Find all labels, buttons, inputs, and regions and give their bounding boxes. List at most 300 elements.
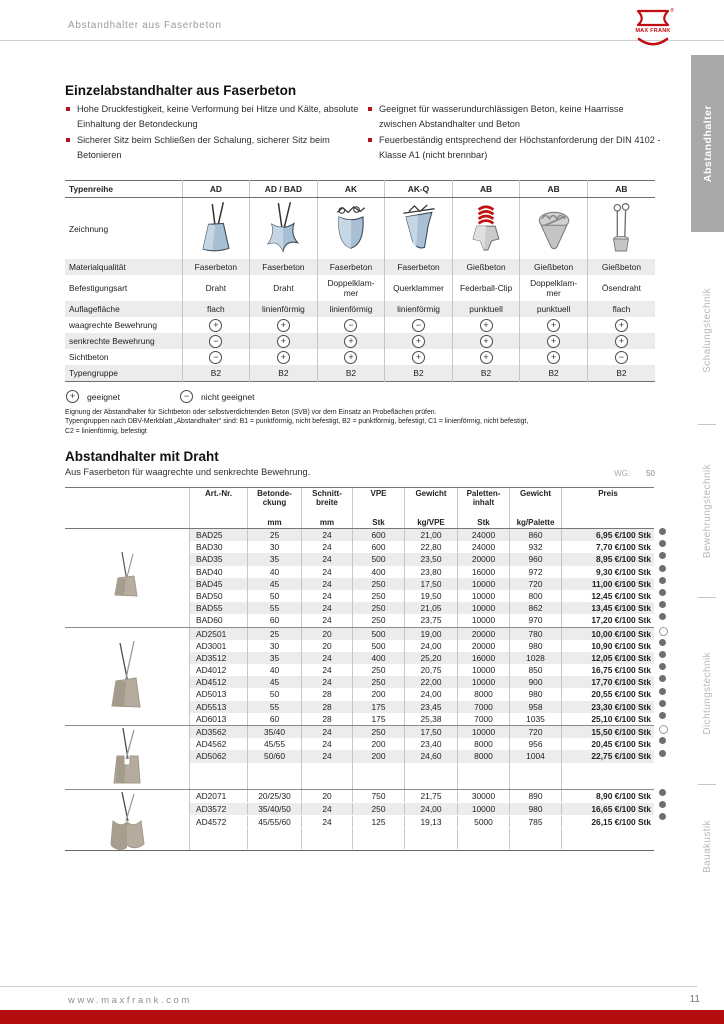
value-cell: [452, 349, 520, 365]
ad-spacer-drawing: [193, 248, 239, 258]
price-table-section: [65, 627, 654, 726]
header-unit: [217, 519, 219, 528]
row-label-cell: Sichtbeton: [65, 349, 182, 365]
table-cell: 1035: [510, 713, 562, 725]
table-cell: 35: [248, 652, 302, 664]
table-cell: 956: [510, 738, 562, 750]
spacer-cell: [510, 829, 562, 849]
bullet-text: Feuerbeständig entsprechend der Höchstanforderung der DIN 4102 - Klasse A1 (nicht brennbar): [379, 135, 661, 160]
table-cell: 1028: [510, 652, 562, 664]
type-header-cell: AB: [587, 181, 655, 198]
sidebar-divider: [698, 424, 716, 425]
bullet-square-icon: [66, 107, 70, 111]
availability-dot: [659, 688, 666, 695]
bullet-text: Geeignet für wasserundurchlässigen Beton, keine Haarrisse zwischen Abstandhalter und Beton: [379, 104, 624, 129]
value-cell: Ösendraht: [601, 283, 641, 293]
plus-circle-icon: +: [480, 351, 493, 364]
value-cell: linienförmig: [385, 301, 453, 317]
table-cell: 10000: [458, 664, 510, 676]
table-cell: 24: [302, 602, 353, 614]
bullet-list-right: [368, 102, 663, 164]
spacer-cell: [405, 829, 458, 849]
value-cell: Doppelklam- mer: [520, 275, 588, 301]
table-cell: 30: [248, 640, 302, 652]
table-cell: BAD30: [190, 541, 248, 553]
table-cell: 960: [510, 553, 562, 565]
table-cell: 10000: [458, 602, 510, 614]
spacer-cell: [458, 829, 510, 849]
table-cell: 20000: [458, 628, 510, 640]
table-cell: 24: [302, 803, 353, 815]
header-unit: mm: [267, 517, 282, 527]
table-cell: 23,50: [405, 553, 458, 565]
value-cell: Gießbeton: [452, 259, 520, 275]
header-name: Gewicht: [415, 489, 447, 498]
attribute-row: [65, 365, 655, 382]
drawing-cell: [317, 198, 385, 260]
table-cell: 26,15 €/100 Stk: [591, 816, 651, 827]
table-cell: 780: [510, 628, 562, 640]
availability-dot: [659, 700, 666, 707]
table-cell: 24: [302, 652, 353, 664]
availability-dot: [659, 577, 666, 584]
table-cell: 24,00: [405, 688, 458, 700]
table-cell: 24,00: [405, 640, 458, 652]
column-header-cell: [562, 488, 654, 528]
table-cell: 12,05 €/100 Stk: [562, 652, 654, 664]
registered-mark: ®: [670, 8, 674, 14]
table-cell: 24: [302, 738, 353, 750]
table-cell: 10000: [458, 590, 510, 602]
table-cell: 17,50: [405, 578, 458, 590]
type-header-cell: AD / BAD: [250, 181, 318, 198]
table-cell: 8000: [458, 750, 510, 762]
table-cell: 10,00 €/100 Stk: [562, 628, 654, 640]
column-header-cell: [190, 488, 248, 528]
availability-dot: [659, 589, 666, 596]
value-cell: [250, 349, 318, 365]
table-cell: 7000: [458, 701, 510, 713]
table-cell: 6,95 €/100 Stk: [562, 529, 654, 541]
plus-circle-icon: +: [547, 351, 560, 364]
table-cell: 20000: [458, 553, 510, 565]
table-cell: 60: [248, 713, 302, 725]
drawing-row: [65, 198, 655, 260]
sidebar-item-label: Bauakustik: [702, 819, 713, 873]
legend-label: geeignet: [87, 391, 120, 402]
footer-url[interactable]: www.maxfrank.com: [68, 995, 192, 1006]
table-cell: 850: [510, 664, 562, 676]
table-cell: 250: [353, 614, 405, 626]
table-cell: 25: [248, 628, 302, 640]
table-cell: BAD25: [190, 529, 248, 541]
table-cell: 24,00: [405, 803, 458, 815]
value-cell: [587, 349, 655, 365]
ak-spacer-drawing: [328, 248, 374, 258]
spacer-cell: [190, 763, 248, 789]
bullet-item: [66, 133, 361, 163]
table-cell: 890: [510, 790, 562, 802]
spacer-cell: [353, 763, 405, 789]
table-cell: 22,75 €/100 Stk: [562, 750, 654, 762]
plus-circle-icon: +: [344, 351, 357, 364]
value-cell: Querklammer: [385, 275, 453, 301]
value-cell: Draht: [182, 275, 250, 301]
header-name: Art.-Nr.: [204, 489, 233, 498]
header-unit: Stk: [477, 517, 490, 527]
minus-circle-icon: −: [180, 390, 193, 403]
table-cell: 25,10 €/100 Stk: [591, 713, 651, 724]
table-cell: 958: [510, 701, 562, 713]
bullet-square-icon: [368, 138, 372, 142]
plus-circle-icon: +: [547, 319, 560, 332]
table-cell: 8000: [458, 688, 510, 700]
plus-circle-icon: +: [277, 335, 290, 348]
table-cell: AD4572: [190, 816, 248, 828]
wg-label: WG:: [614, 469, 631, 478]
table-cell: 932: [510, 541, 562, 553]
table-cell: 200: [353, 738, 405, 750]
value-cell: [520, 317, 588, 333]
availability-dot: [659, 712, 666, 719]
bullet-square-icon: [66, 138, 70, 142]
availability-dot: [659, 651, 666, 658]
value-cell: B2: [520, 365, 588, 382]
table-cell: AD5013: [190, 688, 248, 700]
table-cell: 980: [510, 688, 562, 700]
table-cell: 10,90 €/100 Stk: [591, 640, 651, 651]
table-cell: 60: [248, 614, 302, 626]
value-cell: [520, 349, 588, 365]
drawing-cell: [452, 198, 520, 260]
value-cell: [317, 317, 385, 333]
sidebar-item-label: Schalungstechnik: [702, 287, 713, 373]
table-cell: AD2071: [190, 790, 248, 802]
table-cell: 24: [302, 566, 353, 578]
column-header-cell: [248, 488, 302, 528]
column-header-cell: [510, 488, 562, 528]
legend-item-not-suitable: [180, 390, 255, 403]
table-cell: 24: [302, 553, 353, 565]
table-cell: 250: [353, 676, 405, 688]
availability-dot: [659, 639, 666, 646]
table-cell: 10000: [458, 676, 510, 688]
max-frank-logo: [634, 8, 672, 48]
table-cell: 200: [353, 688, 405, 700]
row-label-cell: Zeichnung: [65, 198, 182, 260]
table-cell: BAD50: [190, 590, 248, 602]
value-cell: linienförmig: [250, 301, 318, 317]
table-cell: 720: [510, 578, 562, 590]
type-header-cell: AB: [520, 181, 588, 198]
section1-title: Einzelabstandhalter aus Faserbeton: [65, 83, 297, 98]
row-label-cell: Typengruppe: [65, 365, 182, 382]
table-cell: 16000: [458, 566, 510, 578]
ad-double-spacer-photo: [65, 726, 190, 789]
table-cell: 862: [510, 602, 562, 614]
wg-value: 50: [646, 469, 655, 478]
header-rule: [0, 40, 724, 41]
table-cell: 9,30 €/100 Stk: [596, 566, 651, 577]
attribute-row: [65, 317, 655, 333]
table-cell: 750: [353, 790, 405, 802]
plus-circle-icon: +: [209, 319, 222, 332]
table-cell: 200: [353, 750, 405, 762]
plus-circle-icon: +: [277, 319, 290, 332]
corner-header-cell: Typenreihe: [65, 181, 182, 198]
table-cell: 30000: [458, 790, 510, 802]
row-label-cell: senkrechte Bewehrung: [65, 333, 182, 349]
table-header-row: [65, 181, 655, 198]
sidebar-tab-abstandhalter[interactable]: [691, 55, 724, 232]
sidebar-item-dichtungstechnik[interactable]: [691, 612, 724, 774]
table-cell: 23,75: [405, 614, 458, 626]
table-cell: 8000: [458, 738, 510, 750]
row-label-cell: waagrechte Bewehrung: [65, 317, 182, 333]
row-label-cell: Materialqualität: [65, 259, 182, 275]
drawing-cell: [520, 198, 588, 260]
bad-spacer-photo: [65, 529, 190, 627]
price-table-section: [65, 725, 654, 789]
value-cell: Doppelklam- mer: [317, 275, 385, 301]
value-cell: flach: [587, 301, 655, 317]
value-cell: [385, 333, 453, 349]
value-cell: Faserbeton: [250, 259, 318, 275]
table-cell: 20,75: [405, 664, 458, 676]
table-cell: 30: [248, 541, 302, 553]
table-cell: 900: [510, 676, 562, 688]
plus-circle-icon: +: [547, 335, 560, 348]
price-table: [65, 487, 685, 851]
value-cell: [587, 333, 655, 349]
table-cell: 45/55/60: [248, 816, 302, 828]
plus-circle-icon: +: [277, 351, 290, 364]
type-comparison-table: [65, 180, 655, 382]
table-cell: 10000: [458, 803, 510, 815]
table-cell: AD4562: [190, 738, 248, 750]
attribute-row: [65, 301, 655, 317]
column-header-cell: [405, 488, 458, 528]
bullet-list-left: [66, 102, 361, 164]
value-cell: [520, 333, 588, 349]
table-cell: 7000: [458, 713, 510, 725]
table-cell: 175: [353, 713, 405, 725]
table-cell: 11,00 €/100 Stk: [562, 578, 654, 590]
table-cell: 720: [510, 726, 562, 738]
sidebar-divider: [698, 784, 716, 785]
spacer-cell: [562, 829, 654, 849]
drawing-cell: [385, 198, 453, 260]
table-cell: AD3562: [190, 726, 248, 738]
table-cell: 25: [248, 529, 302, 541]
header-unit: [607, 519, 609, 528]
sidebar-item-bauakustik[interactable]: [691, 790, 724, 902]
table-cell: 45: [248, 676, 302, 688]
table-cell: 7,70 €/100 Stk: [596, 542, 651, 553]
minus-circle-icon: −: [209, 335, 222, 348]
table-cell: 20,55 €/100 Stk: [591, 689, 651, 700]
table-cell: 20,45 €/100 Stk: [591, 739, 651, 750]
table-cell: 24: [302, 664, 353, 676]
value-cell: B2: [385, 365, 453, 382]
table-cell: 980: [510, 803, 562, 815]
table-cell: 28: [302, 713, 353, 725]
spacer-cell: [248, 763, 302, 789]
table-cell: 980: [510, 640, 562, 652]
value-cell: B2: [452, 365, 520, 382]
table-cell: 23,40: [405, 738, 458, 750]
table-cell: 250: [353, 590, 405, 602]
table-cell: BAD55: [190, 602, 248, 614]
minus-circle-icon: −: [412, 319, 425, 332]
legend-label: nicht geeignet: [200, 391, 255, 402]
table-cell: 40: [248, 566, 302, 578]
bullet-text: Sicherer Sitz beim Schließen der Schalung, sicherer Sitz beim Betonieren: [77, 135, 330, 160]
table-cell: 8,95 €/100 Stk: [562, 553, 654, 565]
value-cell: B2: [587, 365, 655, 382]
bullet-square-icon: [368, 107, 372, 111]
table-cell: 24: [302, 541, 353, 553]
table-cell: 23,30 €/100 Stk: [562, 701, 654, 713]
value-cell: Draht: [250, 275, 318, 301]
table-cell: AD5062: [190, 750, 248, 762]
table-cell: 24000: [458, 541, 510, 553]
table-cell: 400: [353, 652, 405, 664]
table-cell: 45: [248, 578, 302, 590]
table-cell: 17,20 €/100 Stk: [591, 615, 651, 626]
table-cell: 19,00: [405, 628, 458, 640]
price-table-body: [65, 529, 685, 851]
table-cell: AD4512: [190, 676, 248, 688]
table-cell: BAD60: [190, 614, 248, 626]
value-cell: flach: [182, 301, 250, 317]
attribute-row: [65, 259, 655, 275]
table-cell: 24: [302, 590, 353, 602]
value-cell: punktuell: [452, 301, 520, 317]
plus-circle-icon: +: [412, 351, 425, 364]
header-unit: kg/VPE: [417, 517, 445, 527]
table-cell: 21,75: [405, 790, 458, 802]
value-cell: [587, 317, 655, 333]
page-number: 11: [689, 994, 700, 1005]
availability-dot: [659, 565, 666, 572]
bullet-text: Hohe Druckfestigkeit, keine Verformung bei Hitze und Kälte, absolute Einhaltung der Betondeckung: [77, 104, 359, 129]
table-cell: 600: [353, 541, 405, 553]
value-cell: [452, 333, 520, 349]
value-cell: [385, 349, 453, 365]
table-cell: 20: [302, 628, 353, 640]
table-cell: 250: [353, 578, 405, 590]
table-cell: 20000: [458, 640, 510, 652]
table-cell: 17,50: [405, 726, 458, 738]
table-cell: 23,80: [405, 566, 458, 578]
table-cell: 12,45 €/100 Stk: [591, 590, 651, 601]
value-cell: B2: [250, 365, 318, 382]
table-cell: BAD40: [190, 566, 248, 578]
table-cell: 24: [302, 816, 353, 828]
table-cell: 22,80: [405, 541, 458, 553]
availability-dot: [659, 627, 668, 636]
price-table-section: [65, 529, 654, 627]
table-cell: 16000: [458, 652, 510, 664]
plus-circle-icon: +: [66, 390, 79, 403]
footer-rule: [0, 986, 697, 987]
footnotes: [65, 408, 665, 436]
plus-circle-icon: +: [412, 335, 425, 348]
value-cell: linienförmig: [317, 301, 385, 317]
table-cell: 20: [302, 640, 353, 652]
breadcrumb: Abstandhalter aus Faserbeton: [68, 20, 222, 31]
header-unit: Stk: [372, 517, 385, 527]
table-cell: 1004: [510, 750, 562, 762]
value-cell: Gießbeton: [587, 259, 655, 275]
spacer-cell: [302, 829, 353, 849]
spacer-cell: [353, 829, 405, 849]
bullet-item: [368, 133, 663, 163]
table-cell: 24: [302, 578, 353, 590]
ab-doppelklammer-drawing: [531, 248, 577, 258]
header-unit: kg/Palette: [516, 517, 555, 527]
table-cell: 10000: [458, 614, 510, 626]
table-cell: 250: [353, 664, 405, 676]
drawing-cell: [182, 198, 250, 260]
value-cell: Faserbeton: [317, 259, 385, 275]
table-cell: 24: [302, 529, 353, 541]
sidebar-item-bewehrungstechnik[interactable]: [691, 432, 724, 590]
table-cell: 50/60: [248, 750, 302, 762]
wg-group: [555, 469, 655, 478]
value-cell: [317, 333, 385, 349]
table-cell: 21,00: [405, 529, 458, 541]
table-cell: 5000: [458, 816, 510, 828]
legend-item-suitable: [66, 390, 120, 403]
table-cell: AD6013: [190, 713, 248, 725]
section2-title: Abstandhalter mit Draht: [65, 449, 219, 464]
sidebar-item-schalungstechnik[interactable]: [691, 250, 724, 410]
table-cell: AD2501: [190, 628, 248, 640]
table-cell: 175: [353, 701, 405, 713]
footnote-line: C2 = linienförmig, befestigt: [65, 427, 147, 435]
plus-circle-icon: +: [480, 335, 493, 348]
ab-federball-drawing: [463, 248, 509, 258]
table-cell: 55: [248, 602, 302, 614]
availability-dot: [659, 750, 666, 757]
plus-circle-icon: +: [615, 335, 628, 348]
table-cell: 35/40/50: [248, 803, 302, 815]
table-cell: 10000: [458, 578, 510, 590]
plus-circle-icon: +: [615, 319, 628, 332]
table-cell: 55: [248, 701, 302, 713]
table-cell: 970: [510, 614, 562, 626]
table-cell: 24: [302, 614, 353, 626]
table-cell: 24: [302, 750, 353, 762]
value-cell: punktuell: [520, 301, 588, 317]
table-cell: 28: [302, 688, 353, 700]
plus-circle-icon: +: [480, 319, 493, 332]
type-header-cell: AK-Q: [385, 181, 453, 198]
bullet-item: [368, 102, 663, 132]
column-header-cell: [353, 488, 405, 528]
spacer-cell: [302, 763, 353, 789]
type-header-cell: AK: [317, 181, 385, 198]
availability-dot: [659, 789, 666, 796]
table-cell: 500: [353, 553, 405, 565]
table-cell: 972: [510, 566, 562, 578]
ad-bad-spacer-drawing: [260, 248, 306, 258]
column-header-cell: [458, 488, 510, 528]
value-cell: [182, 333, 250, 349]
value-cell: Faserbeton: [385, 259, 453, 275]
